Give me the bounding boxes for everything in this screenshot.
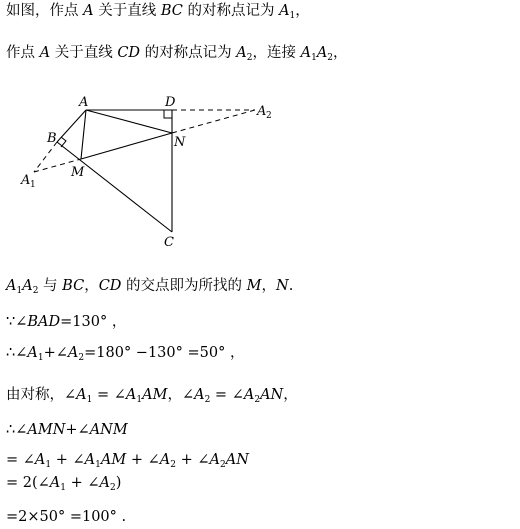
math-amn-line [6,421,128,439]
result-s2-base: A [22,278,33,294]
l6-a2an-a: A [209,452,220,468]
sym-a1am-sub: 1 [136,395,143,405]
sum-value: =180° −130° =50° ， [84,345,245,361]
result-bc: BC [62,278,85,294]
label-a2-base: A [257,104,267,119]
l7-a2-sub: 2 [110,483,116,493]
intro2-a2-sub: 2 [246,53,253,63]
intro2-s2-sub: 2 [327,53,334,63]
sym-a1-base: A [76,387,87,403]
l6-a1: A [34,452,46,468]
label-b: B [47,131,57,146]
result-cd: CD [98,278,122,294]
l6-a2an-sub: 2 [219,460,226,470]
intro2-mid: 关于直线 [50,45,118,61]
sym-a1am-a: A [125,387,137,403]
segment-am [81,110,86,159]
l7-end: ) [115,475,122,491]
l7-a1: A [49,475,61,491]
sym-a2an-sub: 2 [254,395,261,405]
sum-plus: +∠ [43,345,68,361]
l7-plus: + ∠ [66,475,100,491]
sum-a2-base: A [67,345,79,361]
angle-amn: AMN [27,422,66,438]
result-s1-base: A [6,278,17,294]
l7-a2: A [99,475,111,491]
l7-start: = 2(∠ [6,475,50,491]
label-a1-base: A [21,173,31,188]
math-because-line [6,313,126,331]
result-n: N [276,278,289,294]
intro1-a1-base: A [279,3,290,19]
intro1-point-a: A [83,3,94,19]
sym-intro: 由对称，∠ [6,387,77,403]
math-symmetry-line [6,386,298,409]
l6-p2: + ∠ [126,452,160,468]
intro2-end: ， [333,45,348,61]
intro2-s1-base: A [300,45,312,61]
intro1-after: 的对称点记为 [182,3,280,19]
amn-plus: +∠ [65,422,90,438]
label-d: D [165,95,176,110]
sym-eq1: = ∠ [92,387,126,403]
result-text2: 的交点即为所找的 [121,278,247,294]
label-c: C [164,235,174,250]
label-a1-sub: 1 [30,180,36,190]
sym-eq2: = ∠ [210,387,244,403]
result-sep: ， [261,278,276,294]
intro2-line-cd: CD [117,45,141,61]
l6-a2-sub: 2 [170,460,176,470]
sym-a1-sub: 1 [86,395,93,405]
l6-p1: + ∠ [51,452,85,468]
sym-end: ， [283,387,298,403]
math-factor-line [6,474,121,497]
result-s1-sub: 1 [16,286,23,296]
l6-a1am-sub: 1 [95,460,101,470]
l6-a1-sub: 1 [45,460,52,470]
intro2-s2-base: A [316,45,328,61]
sym-a2an-an: AN [260,387,284,403]
math-expand-line [6,451,249,474]
l6-p3: + ∠ [175,452,210,468]
l7-a1-sub: 1 [60,483,67,493]
result-comma: ， [84,278,99,294]
segment-bc [57,142,172,232]
label-m: M [71,165,85,180]
right-angle-b [61,137,66,147]
label-a2-sub: 2 [266,111,272,121]
therefore-symbol-1: ∴∠ [6,345,28,361]
result-m: M [246,278,262,294]
sym-sep: ，∠ [167,387,195,403]
label-a: A [79,95,89,110]
dashed-n-a2 [172,110,255,133]
bad-value: =130° ， [60,314,127,330]
sum-a1-base: A [27,345,38,361]
angle-bad: BAD [27,314,61,330]
sym-a1am-am: AM [142,387,168,403]
angle-anm: ANM [89,422,128,438]
segment-an [86,110,172,133]
sym-a2an-a: A [243,387,255,403]
intro1-end: ， [295,3,310,19]
intro2-point-a: A [39,45,51,61]
sym-a2-sub: 2 [204,395,211,405]
intro1-before: 如图，作点 [6,3,84,19]
therefore-symbol-2: ∴∠ [6,422,28,438]
result-s2-sub: 2 [32,286,39,296]
l6-an: AN [225,452,249,468]
sym-a2-base: A [194,387,205,403]
math-final-line [6,508,126,526]
label-n: N [174,135,186,150]
intro2-before: 作点 [6,45,40,61]
segment-mn [81,133,172,159]
l6-am: AM [100,452,127,468]
result-end: . [288,278,294,294]
l6-a1am-a: A [84,452,96,468]
intro1-mid: 关于直线 [93,3,161,19]
intro2-a2-base: A [236,45,247,61]
intro1-a1-sub: 1 [289,11,296,21]
l6-eq: = ∠ [6,452,35,468]
dashed-b-a1 [34,142,57,172]
result-line [6,277,293,300]
result-text1: 与 [38,278,63,294]
intro2-after: 的对称点记为 [140,45,237,61]
sum-a2-sub: 2 [78,353,85,363]
right-angle-d [164,110,172,118]
l6-a2: A [159,452,171,468]
intro2-connect: ，连接 [252,45,301,61]
math-sum-line [6,344,244,367]
sum-a1-sub: 1 [37,353,44,363]
intro2-s1-sub: 1 [311,53,317,63]
final-result: =2×50° =100° . [6,509,127,525]
because-symbol: ∵∠ [6,314,28,330]
intro1-line-bc: BC [160,3,183,19]
